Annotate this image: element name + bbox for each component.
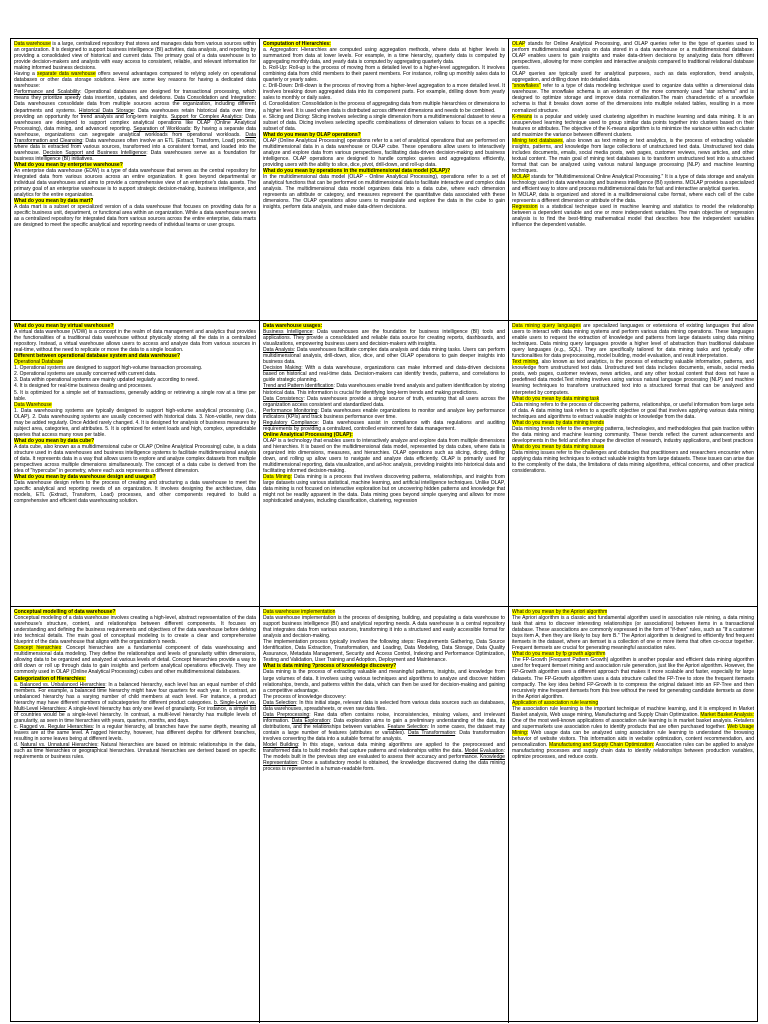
note-text: : Data warehouses retain historical data over time, providing an opportunity for trend analysis and long-term insights. xyxy=(14,107,256,120)
note-cell xyxy=(11,607,260,1023)
note-paragraph xyxy=(14,742,256,760)
underlined-term: Model Building xyxy=(263,742,298,749)
note-text: 5. It is optimized for a simple set of transactions, generally adding or retrieving a single row at a time per table. xyxy=(14,389,256,402)
note-paragraph xyxy=(14,615,256,645)
note-paragraph xyxy=(512,138,754,174)
note-text: In MOLAP, data is organized and stored in a multidimensional cube format, where each cell of the cube represents a different dimension or attribute of the data. xyxy=(512,192,754,205)
underlined-term: Ragged vs. Regular Hierarchies xyxy=(19,723,93,730)
note-paragraph xyxy=(14,168,256,198)
note-text: Web usage data can be analyzed using association rule learning to understand the browsing behavior of website visitors. This information aids in website optimization, content recommendation, and personalization. xyxy=(512,729,754,749)
note-text: One of the most well-known applications of association rule learning is in market basket analysis. Retailers and supermarkets use association rules to identify products that are often purchased together. xyxy=(512,717,754,730)
underlined-term: Data Consistency xyxy=(263,395,304,402)
note-text: The process of knowledge discovery: xyxy=(263,693,347,700)
note-text: Data mining is the process of extracting valuable and meaningful patterns, insights, and knowledge from large volumes of data. It involves using various techniques and algorithms to analyze and discover hidden relationships, trends, and patterns within the data, which can then be used for decision-making and gaining a competitive advantage. xyxy=(263,669,505,694)
note-paragraph xyxy=(263,138,505,168)
note-text: 4. It is designed for real-time business dealing and processes. xyxy=(14,383,153,390)
note-paragraph xyxy=(14,682,256,724)
underlined-term: Data Analysis xyxy=(263,347,294,354)
note-paragraph xyxy=(512,192,754,204)
highlighted-term: What do you mean by enterprise warehouse? xyxy=(14,161,123,168)
note-paragraph xyxy=(263,408,505,420)
note-paragraph xyxy=(263,114,505,132)
note-text: Data mining trends refer to the emerging patterns, technologies, and methodologies that gain traction within the data mining and machine learning community. These trends reflect the current advancements and developments in the field and often shape the direction of research, industry applications, and best practices xyxy=(512,425,754,444)
highlighted-term: Data warehouse usages: xyxy=(263,323,323,329)
highlighted-term: Application of association rule learning xyxy=(512,699,599,706)
note-text: The Apriori algorithm is a classic and fundamental algorithm used in association rule mining, a data mining task that aims to discover interesting relationships (or associations) between items in a transactional database. These associations are commonly expressed in the form of "if-then" rules, such as "If a customer buys item A, then they are likely to buy item B." The Apriori algorithm is designed to efficiently find frequent itemsets in the dataset, where an itemset is a collection of one or more items that often co-occur together. Frequent itemsets are crucial for generating meaningful association rules. xyxy=(512,615,754,652)
note-text: 3. Data within operational systems are mainly updated regularly according to need. xyxy=(14,377,199,384)
note-text: : Data warehouses provide a single source of truth, ensuring that all users across the organization access consistent and standardized data. xyxy=(263,395,506,408)
note-text: Data warehouse implementation is the process of designing, building, and populating a data warehouse to support business intelligence (BI) and analytical reporting needs. A data warehouse is a central repository that integrates data from various sources, transforming it into a structured and easily accessible format for analysis and decision-making. xyxy=(263,615,505,640)
note-text: is a statistical technique used in machine learning and statistics to model the relationship between a dependent variable and one or more independent variables. The main objective of regression analysis is to find the best-fitting mathematical model that describes how the independent variables influence the dependent variable. xyxy=(512,204,754,229)
underlined-term: Support for Complex Analytics xyxy=(170,113,242,120)
note-text: : Concept hierarchies are a fundamental component of data warehousing and multidimensional data modeling. They define the relationships and levels of granularity within dimensions, allowing data to be organized and analyzed at various levels of detail. Concept hierarchies provide a way to drill down or roll up through data to gain insights and perform analytical operations effectively. They are commonly used in OLAP (Online Analytical Processing) cubes and other multidimensional databases. xyxy=(14,645,256,676)
note-text: offers several advantages compared to relying solely on operational databases or other data storage solutions. Here are some key reasons for having a dedicated data warehouse: xyxy=(14,71,256,90)
note-text: Having a xyxy=(14,71,38,78)
underlined-term: Performance Monitoring xyxy=(263,407,318,414)
highlighted-term: K-means xyxy=(512,113,533,120)
note-paragraph xyxy=(263,712,505,742)
note-text: : Operational databases are designed for transactional processing, which means they prioritize speedy data insertion, updates, and deletions. xyxy=(14,89,257,102)
note-paragraph xyxy=(263,438,505,474)
note-text: e. Slicing and Dicing: Slicing involves selecting a single dimension from a multidimensional dataset to view a subset of data. Dicing involves selecting specific combinations of dimension values to focus on a specific subset of data. xyxy=(263,113,505,132)
note-text: Association rules can be applied to analyze manufacturing processes and supply chain data to identify relationships between production variables, optimize processes, and reduce costs. xyxy=(512,742,754,761)
note-text: : Data warehouses serve as a foundation for business intelligence (BI) initiatives. xyxy=(14,149,256,162)
highlighted-term: Data warehouse implementation xyxy=(263,609,336,615)
note-paragraph xyxy=(263,396,505,408)
highlighted-term: What do you mean by OLAP operations? xyxy=(263,131,361,138)
note-paragraph xyxy=(263,329,505,347)
note-paragraph xyxy=(14,41,256,71)
highlighted-term: Data Warehouse xyxy=(14,401,52,408)
note-paragraph xyxy=(14,329,256,353)
underlined-term: Knowledge Representation xyxy=(263,754,505,767)
note-paragraph xyxy=(14,204,256,228)
underlined-term: Regulatory Compliance xyxy=(263,419,318,426)
note-text: 2. Operational systems are usually concerned with current data. xyxy=(14,371,157,378)
note-text: : Data exploration aims to gain a preliminary understanding of the data, its distributions, and the relationships between variables. xyxy=(263,717,505,730)
highlighted-term: Market Basket Analysis: xyxy=(700,711,754,718)
note-text: Data mining issues refer to the challenges and obstacles that practitioners and researchers encounter when applying data mining techniques to extract valuable insights from large datasets. These issues can arise due to the complexity of the data, the limitations of data mining algorithms, ethical concerns, and other practical considerations. xyxy=(512,449,754,475)
note-paragraph xyxy=(263,700,505,712)
note-paragraph xyxy=(14,89,256,162)
highlighted-term: Online Analytical Processing (OLAP): xyxy=(263,431,353,438)
underlined-term: Business Intelligence xyxy=(263,329,313,336)
highlighted-term: Manufacturing and Supply Chain Optimization: xyxy=(549,742,655,749)
note-text: : Data warehouses enable trend analysis and pattern identification by storing historical data. This information is crucial for identifying long-term trends and making predictions. xyxy=(263,383,506,396)
note-cell xyxy=(260,39,509,321)
highlighted-term: Operational Database xyxy=(14,359,64,366)
highlighted-term: Regression xyxy=(512,204,538,211)
highlighted-term: What do you mean by data mart? xyxy=(14,198,94,205)
underlined-term: Historical Data Storage xyxy=(78,107,134,114)
highlighted-term: "snowflakes" xyxy=(512,83,541,90)
note-text: : Data warehouses often involve an ETL (Extract, Transform, Load) process, where data is extracted from various sources, transformed into a consistent format, and loaded into the warehouse. xyxy=(14,137,256,156)
notes-sheet xyxy=(10,38,758,1022)
note-text: : Data warehouses consolidate data from multiple sources across the organization, including different departments and systems. xyxy=(14,95,256,114)
note-paragraph xyxy=(512,450,754,474)
underlined-term: Data Selection xyxy=(263,699,297,706)
note-paragraph xyxy=(512,706,754,760)
note-text: stands for "Multidimensional Online Analytical Processing." It is a type of data storage and analysis technology used in data warehousing and business intelligence (BI) systems. MOLAP provides a specialized and efficient way to store and process multidimensional data for fast and interactive analytical queries. xyxy=(512,174,755,193)
note-text: The FP-Growth (Frequent Pattern Growth) algorithm is another popular and efficient data mining algorithm used for frequent itemset mining and association rule generation, just like the Apriori algorithm. However, the FP-Growth algorithm uses a different approach that makes it more scalable and faster, especially for large datasets. The FP-Growth algorithm uses a data structure called the FP-Tree to store the frequent itemsets compactly. The key idea behind FP-Growth is to compress the original dataset into an FP-Tree and then recursively mine frequent itemsets from this tree without the need for generating candidate itemsets as done in the Apriori algorithm. xyxy=(512,657,754,700)
note-text: A virtual data warehouse (VDW) is a concept in the realm of data management and analytics that provides the functionalities of a traditional data warehouse without physically storing all the data in a centralized repository. Instead, a virtual warehouse allows users to access and analyze data from various sources in real-time, without the need to replicate or move the data to a single location. xyxy=(14,329,256,354)
highlighted-term: Text mining xyxy=(512,359,539,366)
note-text: d. Consolidation: Consolidation is the process of aggregating data from multiple hierarchies or dimensions to a higher level. It is used when data is distributed across different dimensions and needs to be combined. xyxy=(263,101,505,114)
underlined-term: Balanced vs. Unbalanced Hierarchies xyxy=(19,681,106,688)
note-text: a. xyxy=(14,681,20,688)
note-text: : Data warehouses enable organizations to monitor and analyze key performance indicators (KPIs) and track business performance over time. xyxy=(263,407,506,420)
note-paragraph xyxy=(512,71,754,83)
note-text: : Once a satisfactory model is obtained, the knowledge discovered during the data mining process is represented in a human-readable form. xyxy=(263,760,505,773)
note-text: : Natural hierarchies are based on intrinsic relationships in the data, such as time hierarchies or geographical hierarchies. Unnatural hierarchies are derived based on specific requirements or business rules. xyxy=(14,742,256,761)
note-paragraph xyxy=(263,615,505,639)
note-text: : A single-level hierarchy has only one level of granularity. For instance, a simple list of countries would be a single-level hierarchy. In contrast, a multi-level hierarchy has multiple levels of granularity, as seen in time hierarchies with years, quarters, months, and days. xyxy=(14,705,257,724)
highlighted-term: Categorization of Hierarchies: xyxy=(14,675,86,682)
note-paragraph xyxy=(263,101,505,113)
note-cell xyxy=(11,321,260,607)
note-paragraph xyxy=(14,724,256,742)
highlighted-term: Concept hierarchies xyxy=(14,645,62,652)
note-text: : By having a separate data warehouse, organizations can segregate analytical workloads from operational workloads. xyxy=(14,125,256,138)
note-text: , also known as text analytics, is the process of extracting valuable information, patterns, and knowledge from unstructured text data. Unstructured text data includes documents, emails, social media posts, web pages, customer reviews, news articles, and any other textual content that does not have a predefined data model.Text mining involves using various natural language processing (NLP) and machine learning techniques to transform unstructured text into a structured format that can be analyzed and interpreted by computers. xyxy=(512,359,754,396)
note-paragraph xyxy=(512,402,754,420)
note-paragraph xyxy=(512,41,754,71)
note-text: 1. Operational systems are designed to support high-volume transaction processing. xyxy=(14,365,203,372)
highlighted-term: What do you mean by virtual warehouse? xyxy=(14,323,114,329)
note-paragraph xyxy=(14,444,256,474)
underlined-term: Data Preprocessing xyxy=(263,711,310,718)
underlined-term: Data Transformation and Cleansing xyxy=(14,131,256,144)
note-text: Data warehouse design refers to the process of creating and structuring a data warehouse to meet the specific analytical and reporting needs of an organization. It involves designing the architecture, data models, ETL (Extract, Transform, Load) processes, and other components required to build a comprehensive and efficient data warehousing solution. xyxy=(14,480,256,505)
note-paragraph xyxy=(512,83,754,113)
underlined-term: Decision Making xyxy=(263,365,302,372)
underlined-term: Separation of Workloads xyxy=(133,125,191,132)
note-text: OLAP queries are typically used for analytical purposes, such as data exploration, trend analysis, aggregation, and drilling down into detailed data. xyxy=(512,71,754,84)
note-paragraph xyxy=(263,474,505,504)
highlighted-term: Data Mining: xyxy=(263,474,292,481)
note-text: is a large, centralized repository that stores and manages data from various sources within an organization. It is designed to support business intelligence (BI) activities, data analysis, and reporting by providing a consolidated view of historical and current data. The primary goal of a data warehouse is to provide decision-makers and analysts with easy access to consistent, reliable, and relevant information for making informed business decisions. xyxy=(14,41,256,72)
note-text: 1. Data warehousing systems are typically designed to support high-volume analytical processing (i.e., OLAP). 2. Data warehousing systems are usually concerned with historical data. 3. Non-volatile, new data may be added regularly. Once Added rarely changed. 4. It is designed for analysis of business measures by subject area, categories, and attributes. 5. It is optimized for extent loads and high, complex, unpredictable queries that access many rows per table. xyxy=(14,407,256,438)
underlined-term: Data Exploration xyxy=(291,717,330,724)
highlighted-term: Data mining query languages xyxy=(512,323,581,329)
highlighted-term: What do you mean by data cube? xyxy=(14,437,95,444)
note-text: An enterprise data warehouse (EDW) is a type of data warehouse that serves as the central repository for integrated data from various sources across an entire organization. It goes beyond departmental or individual data warehouses and aims to provide a comprehensive view of an enterprise's data assets. The primary goal of an enterprise warehouse is to support strategic decision-making, business intelligence, and analytics for the entire organization. xyxy=(14,167,256,199)
note-text: : In this stage, various data mining algorithms are applied to the preprocessed and transformed data to build models that capture patterns and relationships within the data. xyxy=(263,742,505,755)
note-paragraph xyxy=(512,174,754,192)
note-cell xyxy=(260,607,509,1023)
highlighted-term: What do you mean by data mining task xyxy=(512,395,600,402)
note-paragraph xyxy=(512,615,754,651)
note-text: Data mining is a process that involves discovering patterns, relationships, and insights from large datasets using various statistical, machine learning, and artificial intelligence techniques. Unlike OLAP, data mining is not focused on interactive exploration but on uncovering hidden patterns and knowledge that might not be readily apparent in the data. Data mining goes beyond simple querying and allows for more sophisticated analyses, including classification, clustering, regression xyxy=(263,474,505,505)
note-text: : Data warehouses are the foundation for business intelligence (BI) tools and applications. They provide a consolidated and reliable data source for creating reports, dashboards, and visualizations, empowering business users and decision-makers with insights. xyxy=(263,329,505,348)
note-text: is a popular and widely used clustering algorithm in machine learning and data mining. It is an unsupervised learning technique used to group similar data points together into clusters based on their features or attributes. The objective of the K-means algorithm is to minimize the variance within each cluster and maximize the variance between different clusters. xyxy=(512,113,754,138)
note-cell xyxy=(509,321,757,607)
note-text: stands for Online Analytical Processing, and OLAP queries refer to the type of queries used to perform multidimensional analysis on data stored in a data warehouse or a multidimensional database. OLAP enables users to gain insights and make data-driven decisions by analyzing data from different perspectives, allowing for more complex and interactive analysis compared to traditional relational database queries. xyxy=(512,41,754,72)
highlighted-term: What is data mining ?process of knowledge discovery? xyxy=(263,663,397,670)
highlighted-term: What do you mean by the Apriori algorithm xyxy=(512,609,608,615)
note-text: a. Aggregation: Hierarchies are computed using aggregation methods, where data at higher levels is summarized from data at lower levels. For example, in a time hierarchy, quarterly data is computed by aggregating monthly data, and yearly data is computed by aggregating quarterly data. xyxy=(263,47,505,66)
note-text: , also known as text mining or text analytics, is the process of extracting valuable insights, patterns, and knowledge from large collections of unstructured text data. Unstructured text data includes documents, emails, social media posts, web pages, customer reviews, news articles, and other textual content. The main goal of mining text databases is to transform unstructured text into a structured format that can be analyzed using various natural language processing (NLP) and machine learning techniques. xyxy=(512,137,754,174)
underlined-term: b. Single-Level vs. Multi-Level Hierarchies xyxy=(14,699,256,712)
highlighted-term: separate data warehouse xyxy=(37,71,96,78)
note-text: : Raw data often contains noise, inconsistencies, missing values, and irrelevant information. xyxy=(263,711,505,724)
note-text: : In this initial stage, relevant data is selected from various data sources such as databases, data warehouses, spreadsheets, or even raw data files. xyxy=(263,699,505,712)
note-text: : Data transformation involves converting the data into a suitable format for analysis. xyxy=(263,729,505,742)
note-cell xyxy=(509,39,757,321)
note-text: b. Roll-Up: Roll-up is the process of moving from a detailed level to a higher-level aggregation. It involves combining data from child members to their parent members. For instance, rolling up monthly sales data to quarterly or yearly sales. xyxy=(263,65,505,84)
note-text: : Data warehouses assist in compliance with data regulations and auditing requirements by providing a centralized, controlled environment for data management. xyxy=(263,419,505,432)
note-paragraph xyxy=(14,408,256,438)
note-paragraph xyxy=(14,645,256,675)
note-text: refer to a type of data modeling technique used to organize data within a dimensional data warehouse. The snowflake schema is an extension of the more commonly used "star schema" and is designed to optimize storage and improve data normalization.The main characteristic of a snowflake schema is that it breaks down some of the dimensions into multiple related tables, resulting in a more normalized structure. xyxy=(512,83,754,114)
note-text: c. xyxy=(14,723,20,730)
underlined-term: Data Consolidation and Integration xyxy=(174,95,255,102)
note-text: A data mart is a subset or specialized version of a data warehouse that focuses on providing data for a specific business unit, department, or functional area within an organization. While a data warehouse serves as a centralized repository for integrated data from various sources across the entire enterprise, data marts are designed to meet the specific analytical and reporting needs of individual teams or user groups. xyxy=(14,204,256,229)
note-text: Data mining refers to the process of discovering patterns, relationships, or useful information from large sets of data. A data mining task refers to a specific objective or goal that involves applying various data mining techniques and algorithms to extract valuable insights or knowledge from the data. xyxy=(512,401,754,420)
underlined-term: Performance and Scalability xyxy=(14,89,81,96)
note-paragraph xyxy=(512,204,754,228)
highlighted-term: MOLAP xyxy=(512,174,530,181)
note-text: OLAP (Online Analytical Processing) operations refer to a set of analytical operations that are performed on multidimensional data in a data warehouse or OLAP cube. These operations allow users to interactively analyze and explore data from various perspectives, facilitating data-driven decision-making and business intelligence. OLAP operations are designed to handle complex queries and aggregations efficiently, providing users with the ability to slice, dice, pivot, drill-down, and roll-up data. xyxy=(263,137,505,168)
note-paragraph xyxy=(263,365,505,383)
note-text: OLAP is a technology that enables users to interactively analyze and explore data from multiple dimensions and hierarchies. It is based on the multidimensional data model, represented by data cubes, where data is organized into dimensions, measures, and hierarchies. OLAP operations such as slicing, dicing, drilling down, and rolling up allow users to navigate and analyze data efficiently. OLAP is primarily used for multidimensional reporting, data visualization, and ad-hoc analysis, providing insights into historical data and facilitating informed decision-making. xyxy=(263,437,505,475)
note-paragraph xyxy=(263,639,505,663)
underlined-term: Trend and Pattern Identification xyxy=(263,383,334,390)
note-paragraph xyxy=(512,114,754,138)
note-paragraph xyxy=(263,383,505,395)
highlighted-term: What do you mean by data warehouse design and usages? xyxy=(14,474,156,481)
note-text: c. Drill-Down: Drill-down is the process of moving from a higher-level aggregation to a more detailed level. It involves breaking down aggregated data into its component parts. For example, drilling down from yearly sales to monthly or daily sales. xyxy=(263,83,505,102)
note-paragraph xyxy=(263,83,505,101)
note-text: are specialized languages or extensions of existing languages that allow users to interact with data mining systems and perform various data mining operations. These languages enable users to request the extraction of knowledge and patterns from large datasets using data mining techniques. Data mining query languages provide a higher level of abstraction than traditional database query languages (e.g., SQL). They are specifically tailored for data mining tasks and typically offer functionalities for data preprocessing, model building, model evaluation, and result interpretation. xyxy=(512,323,754,360)
highlighted-term: Web Usage Mining: xyxy=(512,723,754,736)
note-text: : The models built in the previous step are evaluated to assess their accuracy and performance. xyxy=(263,748,505,761)
note-paragraph xyxy=(14,480,256,504)
underlined-term: Feature Selection xyxy=(387,723,428,730)
note-text: d. xyxy=(14,742,21,749)
highlighted-term: OLAP xyxy=(512,41,526,47)
note-paragraph xyxy=(263,47,505,65)
highlighted-term: Conceptual modelling of data warehouse? xyxy=(14,609,116,615)
note-text: : In a balanced hierarchy, each level has an equal number of child members. For example, a balanced time hierarchy might have four quarters for each year. In contrast, an unbalanced hierarchy has a varying number of child members at each level. For instance, a product hierarchy may have different numbers of subcategories for different product categories. xyxy=(14,681,256,706)
note-paragraph xyxy=(263,420,505,432)
note-paragraph xyxy=(14,71,256,89)
highlighted-term: Different between operational database system and data warehouse? xyxy=(14,353,181,360)
note-paragraph xyxy=(263,347,505,365)
note-text: : Data warehouses facilitate complex data analysis and data mining tasks. Users can perform multidimensional analysis, drill-down, slice, dice, and other OLAP operations to gain deeper insights into business data. xyxy=(263,347,506,366)
underlined-term: Natural vs. Unnatural Hierarchies xyxy=(20,742,98,749)
note-cell xyxy=(509,607,757,1023)
note-text: A data cube, also known as a multidimensional cube or OLAP (Online Analytical Processing) cube, is a data structure used in data warehouses and business intelligence systems to facilitate multidimensional analysis of data. It represents data in a way that allows users to explore and analyze complex datasets from multiple perspectives across multiple dimensions simultaneously. The concept of a data cube is derived from the idea of "hypercube" in geometry, where each axis represents a different dimension. xyxy=(14,443,256,475)
note-paragraph xyxy=(512,657,754,699)
highlighted-term: What do you mean by data mining trends xyxy=(512,419,605,426)
note-paragraph xyxy=(263,669,505,693)
highlighted-term: Mining text databases xyxy=(512,137,563,144)
note-paragraph xyxy=(263,174,505,210)
note-paragraph xyxy=(14,390,256,402)
note-cell xyxy=(11,39,260,321)
note-text: : In a regular hierarchy, all branches have the same depth, meaning all leaves are at the same level. A ragged hierarchy, however, has different depths for different branches, resulting in some leaves being at different levels. xyxy=(14,723,257,742)
note-text: Conceptual modeling of a data warehouse involves creating a high-level, abstract representation of the data warehouse's structure, content, and relationships between different components. It focuses on understanding and defining the business requirements and objectives of the data warehouse before delving into technical details. The main goal of conceptual modeling is to create a clear and comprehensive blueprint of the data warehouse that aligns with the organization's needs. xyxy=(14,615,256,646)
note-paragraph xyxy=(263,742,505,772)
note-text: The implementation process typically involves the following steps: Requirements Gathering, Data Source Identification, Data Extraction, Transformation, and Loading, Data Modeling, Data Storage, Data Quality Assurance, Metadata Management, Security and Access Control, Indexing and Performance Optimization, Testing and Validation, User Training and Adoption, Deployment and Maintenance. xyxy=(263,639,505,664)
note-paragraph xyxy=(512,426,754,444)
highlighted-term: Computation of Hierarchies: xyxy=(263,41,331,47)
note-paragraph xyxy=(512,359,754,395)
note-text: In the multidimensional data model (OLAP - Online Analytical Processing), operations refer to a set of analytical functions that can be performed on multidimensional data to facilitate interactive and complex data analysis. The multidimensional data model organizes data into a data cube, where each dimension represents an attribute or category, and measures represent the quantitative data associated with these dimensions. The OLAP operations allow users to manipulate and explore the data in the cube to gain insights, perform data analysis, and make data-driven decisions. xyxy=(263,174,505,211)
note-paragraph xyxy=(263,65,505,83)
note-text: : With a data warehouse, organizations can make informed and data-driven decisions based on historical and real-time data. Decision-makers can identify trends, patterns, and correlations to guide strategic planning. xyxy=(263,365,505,384)
underlined-term: Model Evaluation xyxy=(464,748,504,755)
underlined-term: Decision Support and Business Intelligence xyxy=(43,149,147,156)
note-text: : Data warehouses are designed to support complex analytical operations like OLAP (Online Analytical Processing), data mining, and advanced reporting. xyxy=(14,113,256,132)
highlighted-term: Data warehouse xyxy=(14,41,51,47)
highlighted-term: What do you mean by data mining issues xyxy=(512,443,605,450)
note-text: : In some cases, the dataset may contain a large number of features (attributes or variables). xyxy=(263,723,505,736)
note-text: The association rule learning is the important technique of machine learning, and it is employed in Market Basket analysis, Web usage mining, Manufacturing and Supply Chain Optimization. xyxy=(512,705,754,718)
highlighted-term: What do you mean by operations in the multidimensional data model (OLAP)? xyxy=(263,167,451,174)
note-paragraph xyxy=(512,323,754,359)
highlighted-term: What do you mean by fp growth algorithm xyxy=(512,651,606,658)
note-cell xyxy=(260,321,509,607)
underlined-term: Data Transformation xyxy=(408,729,456,736)
